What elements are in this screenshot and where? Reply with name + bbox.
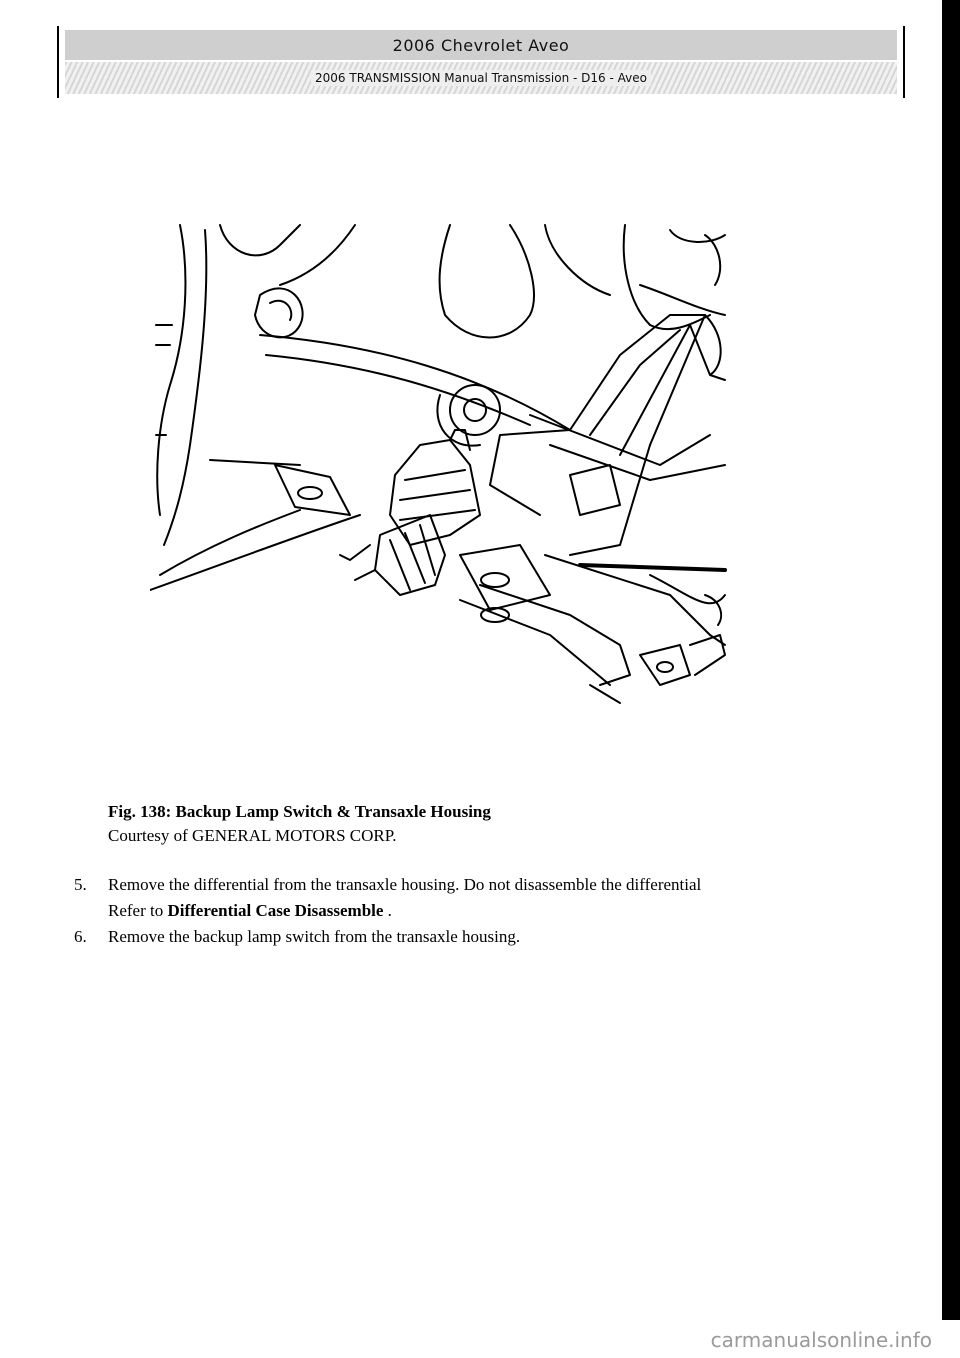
page-header: [57, 26, 905, 98]
figure-caption-credit: Courtesy of GENERAL MOTORS CORP.: [108, 826, 397, 845]
header-subtitle: 2006 TRANSMISSION Manual Transmission - D16 - Aveo: [311, 70, 651, 86]
step-number: 5.: [74, 875, 87, 894]
header-title: 2006 Chevrolet Aveo: [65, 30, 897, 60]
watermark: carmanualsonline.info: [710, 1328, 932, 1352]
step-text: Remove the differential from the transaxle housing. Do not disassemble the differential: [108, 875, 702, 894]
step-5: [74, 872, 904, 924]
figure-caption: [108, 800, 491, 848]
backup-lamp-switch-illustration: [150, 215, 730, 705]
step-text: Remove the backup lamp switch from the transaxle housing.: [108, 927, 521, 946]
step-reference: [108, 898, 904, 924]
header-subtitle-bar: [65, 62, 897, 94]
reference-link-differential-case-disassemble[interactable]: Differential Case Disassemble: [167, 901, 384, 920]
reference-prefix: Refer to: [108, 901, 168, 920]
page-edge-border: [942, 0, 960, 1320]
step-6: [74, 924, 904, 950]
step-number: 6.: [74, 927, 87, 946]
reference-suffix: .: [383, 901, 392, 920]
procedure-steps: [74, 872, 904, 950]
figure-caption-title: Fig. 138: Backup Lamp Switch & Transaxle Housing: [108, 802, 491, 821]
